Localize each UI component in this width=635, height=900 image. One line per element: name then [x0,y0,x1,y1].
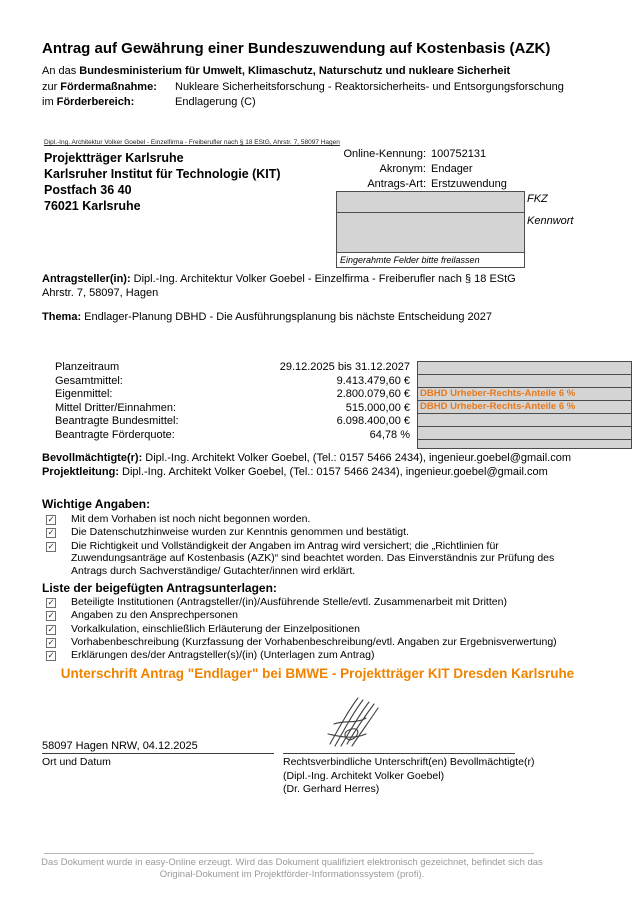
place-and-date: 58097 Hagen NRW, 04.12.2025 [42,740,198,752]
address-line: 76021 Karlsruhe [44,199,141,213]
finance-note-cell [418,427,631,440]
signatory-name: (Dipl.-Ing. Architekt Volker Goebel) [283,769,445,782]
checked-checkbox-icon: ✓ [47,514,55,524]
applicant-line1 [42,273,516,287]
online-kennung-value: 100752131 [431,148,487,160]
finance-row [55,375,410,389]
recipient-ministry-line [42,64,564,80]
kennwort-field [337,213,524,253]
thema-section [42,311,492,323]
checklist-item-text: Angaben zu den Ansprechpersonen [71,609,238,622]
finance-note-cell [418,414,631,427]
address-line: Karlsruher Institut für Technologie (KIT) [44,167,281,181]
funding-area-value: Endlagerung (C) [175,96,256,108]
antrags-art-row [336,177,507,192]
online-kennung-row [336,147,507,162]
checklist-item-text: Erklärungen des/der Antragsteller(s)/(in) (Unterlagen zum Antrag) [71,649,375,662]
finance-note-cell [418,362,631,375]
checklist-item [42,649,602,662]
wichtige-angaben-list [42,513,590,578]
im-prefix: im [42,96,54,108]
recipient-address-block [44,150,281,214]
signature-highlight-note: Unterschrift Antrag "Endlager" bei BMWE - Projektträger KIT Dresden Karlsruhe [60,666,575,681]
thema-label: Thema: [42,311,82,323]
funding-measure-line [42,80,564,96]
finance-row [55,402,410,416]
sender-address-line: Dipl.-Ing. Architektur Volker Goebel - Einzelfirma - Freiberufler nach § 18 EStG, Ahrstr. 7, 58097 Hagen [44,139,340,146]
applicant-value: Dipl.-Ing. Architektur Volker Goebel - Einzelfirma - Freiberufler nach § 18 EStG [133,273,516,285]
fkz-side-label: FKZ [527,193,548,205]
checked-checkbox-icon: ✓ [47,540,55,551]
checklist-item-text: Vorkalkulation, einschließlich Erläuterung der Einzelpositionen [71,622,360,635]
online-kennung-label: Online-Kennung: [343,148,426,160]
bevollmaechtigte-line [42,452,571,466]
finance-note-cell [418,375,631,388]
finance-note-cell: DBHD Urheber-Rechts-Anteile 6 % [418,401,631,414]
signatory-name: (Dr. Gerhard Herres) [283,783,380,795]
footer-note [17,857,567,880]
boxed-fields-note: Eingerahmte Felder bitte freilassen [337,253,524,267]
bevollmaechtigte-value: Dipl.-Ing. Architekt Volker Goebel, (Tel.: 0157 5466 2434), ingenieur.goebel@gmail.com [145,452,571,464]
checked-checkbox-icon: ✓ [47,636,55,647]
funding-measure-value: Nukleare Sicherheitsforschung - Reaktorsicherheits- und Entsorgungsforschung [175,80,564,93]
checked-checkbox-icon: ✓ [47,650,55,661]
page-title: Antrag auf Gewährung einer Bundeszuwendung auf Kostenbasis (AZK) [42,40,551,57]
finance-value: 2.800.079,60 € [336,388,410,400]
signature-caption: Rechtsverbindliche Unterschrift(en) Bevollmächtigte(r) [283,756,535,768]
finance-value: 515.000,00 € [345,401,410,414]
finance-row [55,429,410,443]
footer-line2: Original-Dokument im Projektförder-Informationssystem (profi). [159,868,425,880]
finance-value: 6.098.400,00 € [336,415,410,427]
ministry-name: Bundesministerium für Umwelt, Klimaschutz, Naturschutz und nukleare Sicherheit [79,65,511,77]
signature-line [283,753,515,754]
projektleitung-label: Projektleitung: [42,465,120,478]
zur-prefix: zur [42,80,58,93]
checklist-item-text: Die Richtigkeit und Vollständigkeit der Angaben im Antrag wird versichert; die „Richtlinien für Zuwendungsanträge auf Kostenbasis (AZK)“ sind beachtet worden. Das Einverständnis zur Prüfung des Antrags durch Sachverständige/ Gutachter/innen wird erklärt. [71,539,555,578]
finance-label: Planzeitraum [55,361,120,373]
unterlagen-list [42,596,602,662]
projektleitung-value: Dipl.-Ing. Architekt Volker Goebel, (Tel.: 0157 5466 2434), ingenieur.goebel@gmail.com [122,465,548,478]
finance-row [55,361,410,375]
signature-caption-block [283,756,535,797]
finance-row [55,388,410,402]
an-das-prefix: An das [42,65,77,77]
checklist-item [42,596,602,609]
finance-value: 64,78 % [369,428,410,441]
checked-checkbox-icon: ✓ [47,623,55,634]
applicant-line2: Ahrstr. 7, 58097, Hagen [42,286,159,299]
footer-divider [44,853,534,854]
wichtige-angaben-heading: Wichtige Angaben: [42,497,151,511]
projektleitung-line [42,466,571,480]
funding-area-line [42,95,564,111]
finance-row [55,415,410,429]
handwritten-signature [322,694,384,750]
finance-label: Eigenmittel: [55,388,113,400]
applicant-label: Antragsteller(in): [42,273,131,285]
fkz-field [337,192,524,213]
thema-value: Endlager-Planung DBHD - Die Ausführungsplanung bis nächste Entscheidung 2027 [84,311,493,323]
finance-table [55,361,410,442]
finance-value: 9.413.479,60 € [336,374,410,387]
checklist-item [42,636,602,649]
finance-value: 29.12.2025 bis 31.12.2027 [279,361,410,373]
finance-note-box [417,361,632,449]
checklist-item [42,526,590,539]
place-date-line [42,753,274,754]
checked-checkbox-icon: ✓ [47,597,55,607]
antrags-art-value: Erstzuwendung [431,178,507,190]
applicant-section [42,273,516,300]
finance-note-cell: DBHD Urheber-Rechts-Anteile 6 % [418,388,631,401]
checklist-item [42,540,590,578]
contacts-section [42,452,571,479]
akronym-value: Endager [431,163,473,175]
bevollmaechtigte-label: Bevollmächtigte(r): [42,452,143,464]
finance-note-cell [418,440,631,448]
place-date-caption: Ort und Datum [42,756,111,768]
footer-line1: Das Dokument wurde in easy-Online erzeugt. Wird das Dokument qualifiziert elektronisch gezeichnet, befindet sich das [41,857,543,868]
address-line: Projektträger Karlsruhe [44,151,184,165]
funding-area-label: Förderbereich: [56,96,135,108]
checklist-item-text: Beteiligte Institutionen (Antragsteller/(in)/Ausführende Stelle/evtl. Zusammenarbeit mit Dritten) [71,596,507,608]
application-meta [336,147,507,192]
fkz-kennwort-box [336,191,525,268]
form-header [42,64,564,111]
kennwort-side-label: Kennwort [527,215,574,227]
checklist-item-text: Vorhabenbeschreibung (Kurzfassung der Vorhabenbeschreibung/evtl. Angaben zur Ergebnisverwertung) [71,635,557,648]
finance-label: Mittel Dritter/Einnahmen: [55,401,177,414]
checklist-item [42,609,602,622]
funding-measure-label: Fördermaßnahme: [60,80,157,93]
address-line: Postfach 36 40 [44,183,132,197]
checklist-item-text: Die Datenschutzhinweise wurden zur Kenntnis genommen und bestätigt. [71,526,409,539]
checklist-item [42,623,602,636]
akronym-label: Akronym: [379,163,426,175]
checked-checkbox-icon: ✓ [47,527,55,538]
finance-label: Beantragte Förderquote: [55,428,175,441]
checklist-item-text: Mit dem Vorhaben ist noch nicht begonnen worden. [71,513,311,525]
unterlagen-heading: Liste der beigefügten Antragsunterlagen: [42,581,277,595]
akronym-row [336,162,507,177]
antrags-art-label: Antrags-Art: [367,178,426,190]
checked-checkbox-icon: ✓ [47,610,55,621]
checklist-item [42,513,590,526]
finance-label: Beantragte Bundesmittel: [55,415,179,427]
finance-label: Gesamtmittel: [55,374,123,387]
